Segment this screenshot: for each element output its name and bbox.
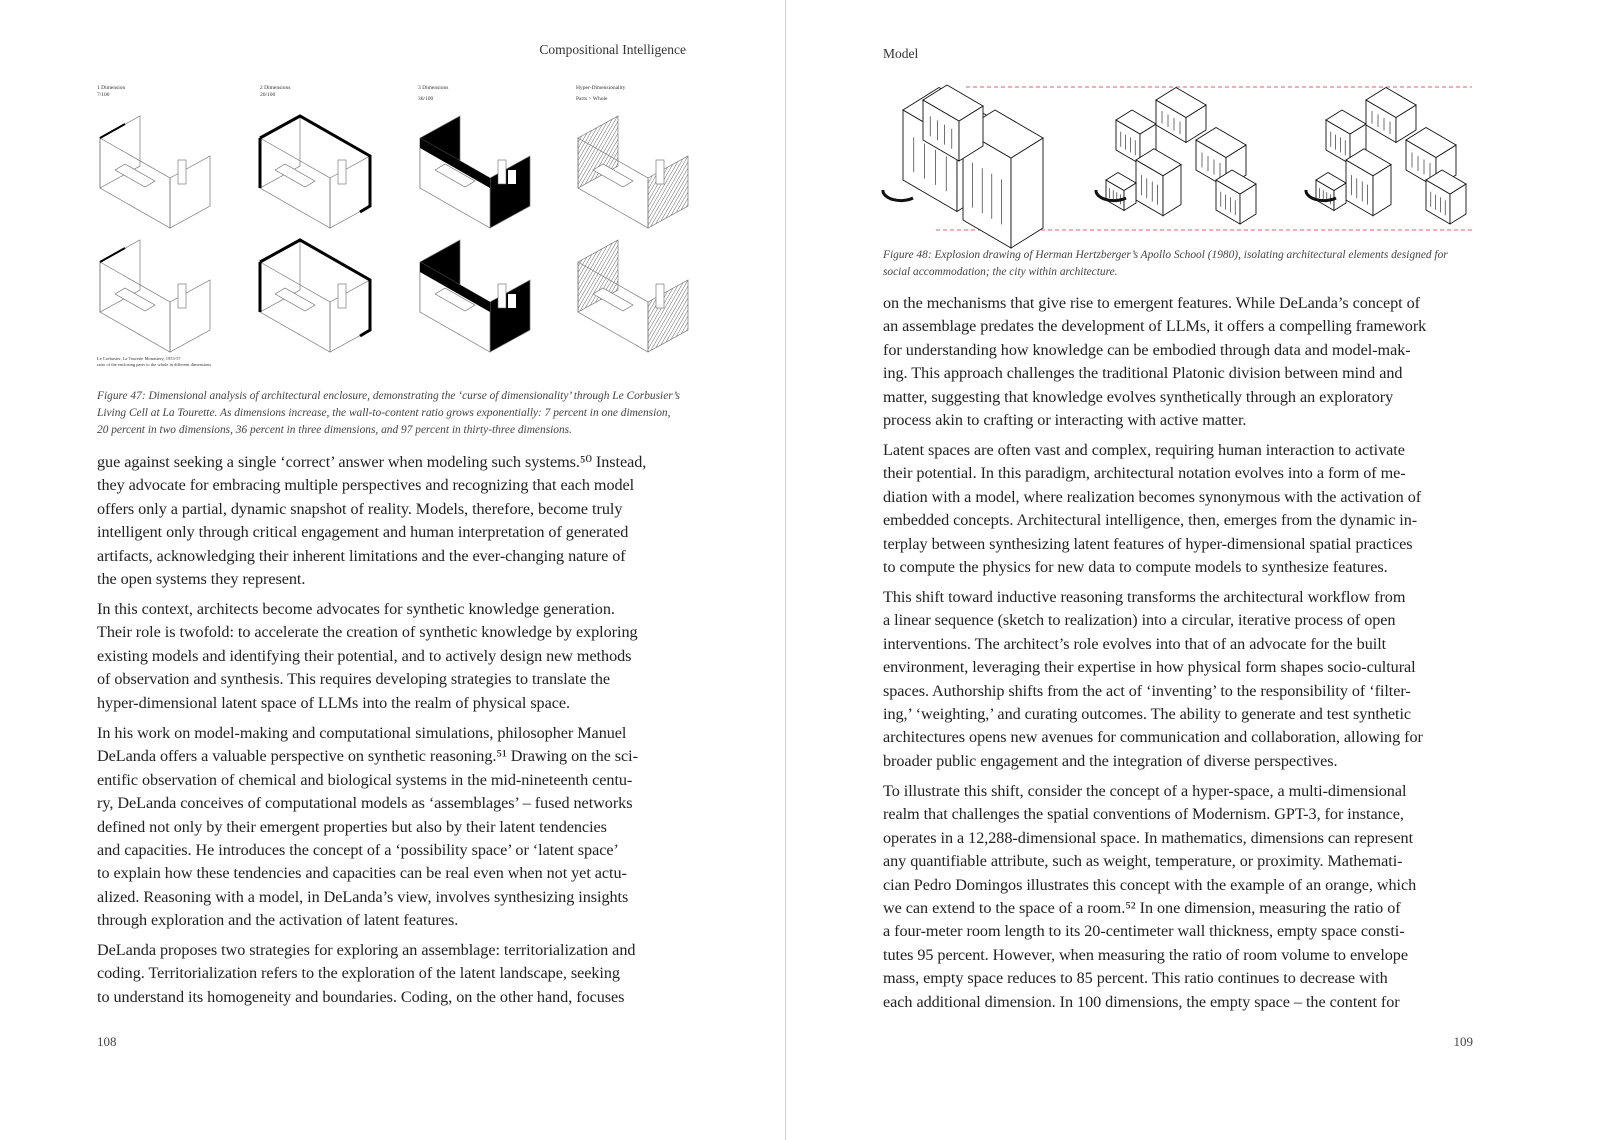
thick-edge [100,124,125,138]
window [338,160,346,184]
opening [508,294,516,308]
figure-caption: Figure 47: Dimensional analysis of architectural enclosure, demonstrating the ‘curse of dimensionality’ through Le Corbusier’s Living Cell at La Tourette. As dimensions increase, the wall-to-content ratio grows exponentially: 7 percent in one dimension, 20 percent in two dimensions, 36 percent in three dimensions, and 97 percent in thirty-three dimensions. [97,390,680,436]
figure-col-value: Parts > Whole [576,96,608,102]
body-paragraph: DeLanda proposes two strategies for exploring an assemblage: territorialization and coding. Territorialization refers to the exploration of the latent landscape, seeking to understand its homogeneity and boundaries. Coding, on the other hand, focuses [97,941,636,1006]
bed [115,164,155,187]
cell-drawing-bottom [100,240,210,352]
cell-drawing-bottom [260,240,370,352]
thick-edge [100,248,125,262]
wall-front [260,262,330,352]
body-paragraph: gue against seeking a single ‘correct’ answer when modeling such systems.⁵⁰ Instead, they advocate for embracing multiple perspectives and recognizing that each model offers only a partial, dynamic snapshot of reality. Models, therefore, become truly intelligent only through critical engagement and human interpretation of generated artifacts, acknowledging their inherent limitations and the ever-changing nature of the open systems they represent. [97,453,647,589]
explosion-drawing [786,0,1600,240]
bed [275,288,315,311]
running-head: Model [883,46,919,61]
figure-col-value: 36/100 [418,96,434,102]
cell-drawing-bottom [420,240,530,352]
figure-col-title: 3 Dimensions [418,85,449,91]
figure-caption: Figure 48: Explosion drawing of Herman Hertzberger’s Apollo School (1980), isolating architectural elements designed for social accommodation; the city within architecture. [883,249,1448,278]
window [178,284,186,308]
left-page [0,0,785,1140]
wall-front [100,138,170,228]
building-elements [1306,88,1466,225]
wall-right [170,280,210,352]
wall-right [648,156,688,228]
opening [508,170,516,184]
figure-col-title: Hyper-Dimensionality [576,85,626,91]
dimension-drawings [0,0,785,360]
bed [275,164,315,187]
cell-drawing-top [260,116,370,228]
wall-front [100,262,170,352]
building-exploded [1096,88,1256,225]
window [656,284,664,308]
wall-right [490,280,530,352]
building-assembled [883,85,1043,248]
window [338,284,346,308]
wall-right [170,156,210,228]
wall-right [330,156,370,228]
stair [883,190,913,201]
body-paragraph: In his work on model-making and computational simulations, philosopher Manuel DeLanda offers a valuable perspective on synthetic reasoning.⁵¹ Drawing on the sci- entific observation of chemical and biological systems in the mid-nineteenth centu- ry, DeLanda conceives of computational models as ‘assemblages’ – fused networks defined not only by their emergent properties but also by their latent tendencies and capacities. He introduces the concept of a ‘possibility space’ or ‘latent space’ to explain how these tendencies and capacities can be real even when not yet actu- alized. Reasoning with a model, in DeLanda’s view, involves synthesizing insights through exploration and the activation of latent features. [97,724,638,930]
window [498,284,506,308]
wall-right [490,156,530,228]
bed [115,288,155,311]
cell-drawing-top [420,116,530,228]
wall-right [648,280,688,352]
body-paragraph: In this context, architects become advocates for synthetic knowledge generation. Their role is twofold: to accelerate the creation of synthetic knowledge by exploring existing models and identifying their potential, and to actively design new methods of observation and synthesis. This requires developing strategies to translate the hyper-dimensional latent space of LLMs into the realm of physical space. [97,600,638,712]
cell-drawing-bottom [578,240,688,352]
right-page [786,0,1600,1140]
body-paragraph: Latent spaces are often vast and complex, requiring human interaction to activate their potential. In this paradigm, architectural notation evolves into a form of me- diation with a model, where realization becomes synonymous with the activation of embedded concepts. Architectural intelligence, then, emerges from the dynamic in- terplay between synthesizing latent features of hyper-dimensional spatial practices to compute the physics for new data to compute models to synthesize features. [883,441,1422,577]
figure-col-title: 2 Dimensions [260,85,291,91]
figure-col-value: 20/100 [260,92,276,98]
cell-drawing-top [578,116,688,228]
body-paragraph: This shift toward inductive reasoning transforms the architectural workflow from a linear sequence (sketch to realization) into a circular, iterative process of open interventions. The architect’s role evolves into that of an advocate for the built environment, leveraging their expertise in how physical form shapes socio-cultural spaces. Authorship shifts from the act of ‘inventing’ to the responsibility of ‘filter- ing,’ ‘weighting,’ and curating outcomes. The ability to generate and test synthetic architectures opens new avenues for communication and collaboration, allowing for broader public engagement and the integration of diverse perspectives. [883,588,1423,770]
page-number: 108 [97,1034,117,1049]
window [178,160,186,184]
wall-right [330,280,370,352]
figure-source-note: Le Corbusier, La Tourette Monastery, 1953-57 ratio of the enclosing parts to the whole in different dimensions [97,356,212,367]
body-paragraph: on the mechanisms that give rise to emergent features. While DeLanda’s concept of an assemblage predates the development of LLMs, it offers a compelling framework for understanding how knowledge can be embodied through data and model-mak- ing. This approach challenges the traditional Platonic division between mind and matter, suggesting that knowledge evolves synthetically through an exploratory process akin to crafting or interacting with active matter. [883,294,1427,430]
window [498,160,506,184]
cell-drawing-top [100,116,210,228]
body-paragraph: To illustrate this shift, consider the concept of a hyper-space, a multi-dimensional realm that challenges the spatial conventions of Modernism. GPT-3, for instance, operates in a 12,288-dimensional space. In mathematics, dimensions can represent any quantifiable attribute, such as weight, temperature, or proximity. Mathemati- cian Pedro Domingos illustrates this concept with the example of an orange, which we can extend to the space of a room.⁵² In one dimension, measuring the ratio of a four-meter room length to its 20-centimeter wall thickness, empty space consti- tutes 95 percent. However, when measuring the ratio of room volume to envelope mass, empty space reduces to 85 percent. This ratio continues to decrease with each additional dimension. In 100 dimensions, the empty space – the content for [883,782,1417,1011]
running-head: Compositional Intelligence [539,42,686,57]
figure-col-title: 1 Dimension [97,85,126,91]
window [656,160,664,184]
wall-front [260,138,330,228]
figure-col-value: 7/100 [97,92,110,98]
page-number: 109 [1453,1034,1473,1049]
